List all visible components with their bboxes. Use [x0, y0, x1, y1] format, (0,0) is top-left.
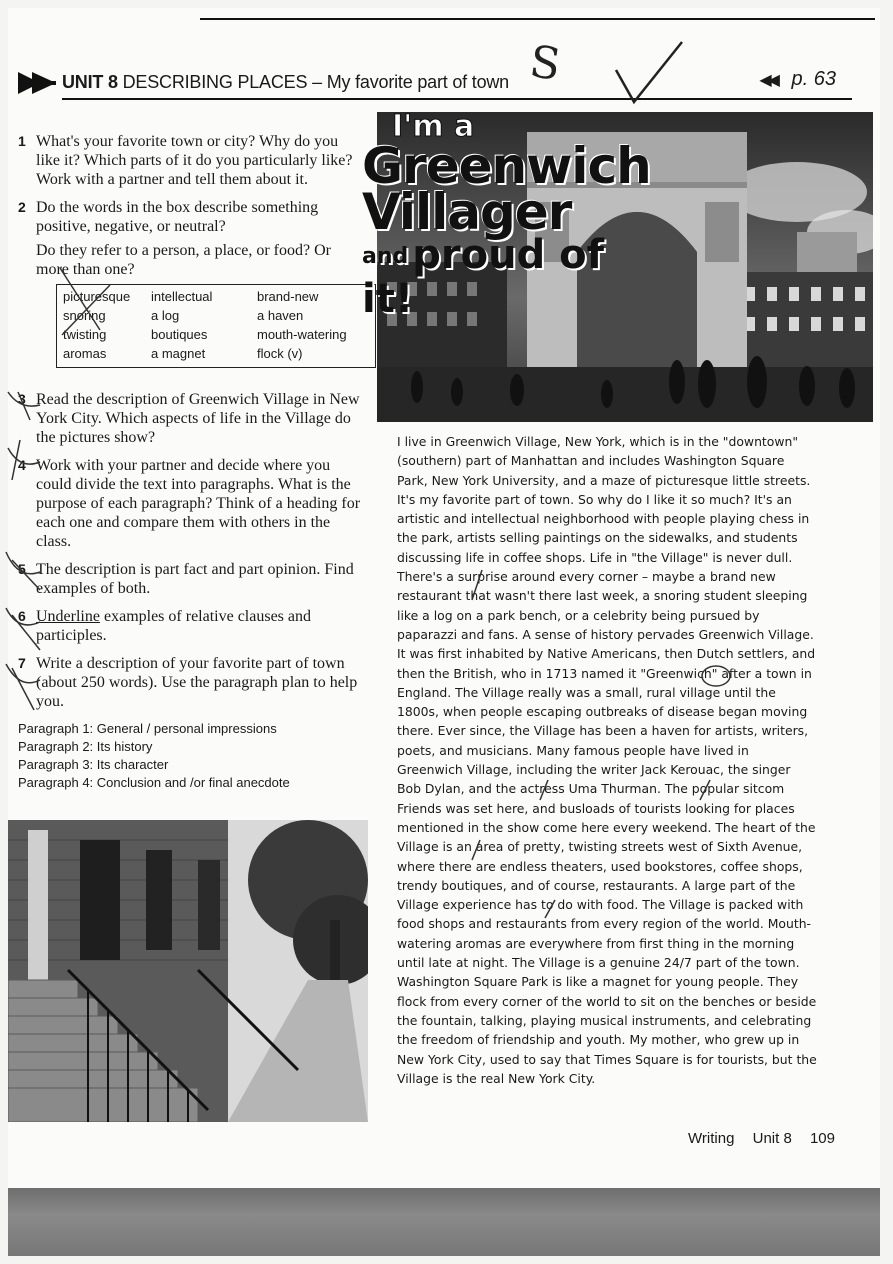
word-box-item: flock (v) [257, 346, 303, 361]
page-footer [674, 1130, 835, 1147]
question-1: 1 What's your favorite town or city? Why do you like it? Which parts of it do you particularly like? Work with a partner and tell them about it. [18, 133, 353, 188]
word-box-item: a magnet [151, 346, 206, 361]
scan-edge-shadow [8, 1188, 880, 1256]
exercise-column [18, 132, 363, 792]
headline-line-1: I'm a [392, 109, 475, 144]
unit-arrow-icon [18, 68, 58, 98]
headline-line-4: and proud of it! [362, 232, 605, 322]
article-headline [362, 109, 662, 322]
unit-subtitle: My favorite part of town [326, 72, 509, 92]
word-box-item: boutiques [151, 327, 208, 342]
top-rule [200, 18, 875, 20]
plan-line: Paragraph 4: Conclusion and /or final anecdote [18, 775, 290, 790]
handwritten-check-icon [612, 40, 692, 110]
word-box-item: mouth-watering [257, 327, 347, 342]
headline-line-2: Greenwich [362, 137, 651, 195]
word-box-item: snoring [63, 308, 106, 323]
title-dash: – [312, 72, 322, 92]
brownstone-street-photo [8, 820, 368, 1122]
page-ref-text: p. 63 [791, 68, 836, 90]
unit-section: DESCRIBING PLACES [122, 72, 308, 92]
unit-title [62, 72, 509, 93]
question-7: 7 Write a description of your favorite part of town (about 250 words). Use the paragraph plan to help you. [18, 655, 358, 710]
footer-page-number: 109 [809, 1130, 835, 1147]
word-box-item: brand-new [257, 289, 319, 304]
article-body [397, 432, 817, 1088]
plan-line: Paragraph 1: General / personal impressions [18, 721, 277, 736]
handwritten-s: S [526, 36, 564, 91]
unit-header [18, 62, 868, 106]
question-2: 2 Do the words in the box describe something positive, negative, or neutral? Do they refer to a person, a place, or food? Or more than one? picturesque intellectual brand-new snoring a log a haven twisting boutiques mouth-watering aromas a magnet flock (v) [18, 198, 363, 368]
headline-line-3: Villager [362, 183, 572, 241]
plan-line: Paragraph 2: Its history [18, 739, 153, 754]
rewind-icon: ◀◀ [759, 72, 776, 89]
question-3: 3 Read the description of Greenwich Village in New York City. Which aspects of life in the Village do the pictures show? [18, 391, 360, 446]
unit-number: UNIT 8 [62, 72, 118, 92]
paragraph-plan [18, 720, 363, 792]
word-box-item: a haven [257, 308, 304, 323]
word-box [56, 284, 376, 368]
word-box-item: picturesque [63, 289, 131, 304]
word-box-item: a log [151, 308, 180, 323]
page-reference [759, 68, 836, 91]
article-text: I live in Greenwich Village, New York, which is in the "downtown" (southern) part of Manhattan and includes Washington Square Park, New York University, and a maze of picturesque little streets. It's my favorite part of town. So why do I like it so much? It's an artistic and intellectual neighborhood with people playing chess in the park, artists selling paintings on the sidewalks, and students discussing life in coffee shops. Life in "the Village" is never dull. There's a surprise around every corner – maybe a brand new restaurant that wasn't there last week, a snoring student sleeping like a log on a park bench, or a celebrity being pursued by paparazzi and fans. A sense of history pervades Greenwich Village. It was first inhabited by Native Americans, then Dutch settlers, and then the British, who in 1713 named it "Greenwich" after a town in England. The Village really was a small, rural village until the 1800s, when people escaping outbreaks of disease began moving there. Ever since, the Village has been a haven for artists, writers, poets, and musicians. Many famous people have lived in Greenwich Village, including the writer Jack Kerouac, the singer Bob Dylan, and the actress Uma Thurman. The popular sitcom Friends was set here, and busloads of tourists looking for places mentioned in the show come here every weekend. The heart of the Village is an area of pretty, twisting streets west of Sixth Avenue, where there are endless theaters, used bookstores, coffee shops, trendy boutiques, and of course, restaurants. A large part of the Village experience has to do with food. The Village is packed with food shops and restaurants from every region of the world. Mouth-watering aromas are everywhere from first thing in the morning until late at night. The Village is a genuine 24/7 part of the town. Washington Square Park is like a magnet for young people. They flock from every corner of the world to sit on the benches or beside the fountain, talking, playing musical instruments, and celebrating the freedom of friendship and youth. My mother, who grew up in New York City, used to say that Times Square is for tourists, but the Village is the real New York City. [397, 434, 817, 1086]
plan-line: Paragraph 3: Its character [18, 757, 169, 772]
header-rule [62, 98, 852, 100]
word-box-item: twisting [63, 327, 107, 342]
question-6: 6 Underline examples of relative clauses and participles. [18, 608, 312, 644]
footer-section: Writing [688, 1130, 735, 1147]
word-box-item: aromas [63, 346, 107, 361]
question-4: 4 Work with your partner and decide where you could divide the text into paragraphs. What is the purpose of each paragraph? Think of a heading for each one and compare them with others in the class. [18, 457, 361, 550]
question-5: 5 The description is part fact and part opinion. Find examples of both. [18, 561, 354, 597]
footer-unit: Unit 8 [752, 1130, 792, 1147]
word-box-item: intellectual [151, 289, 213, 304]
